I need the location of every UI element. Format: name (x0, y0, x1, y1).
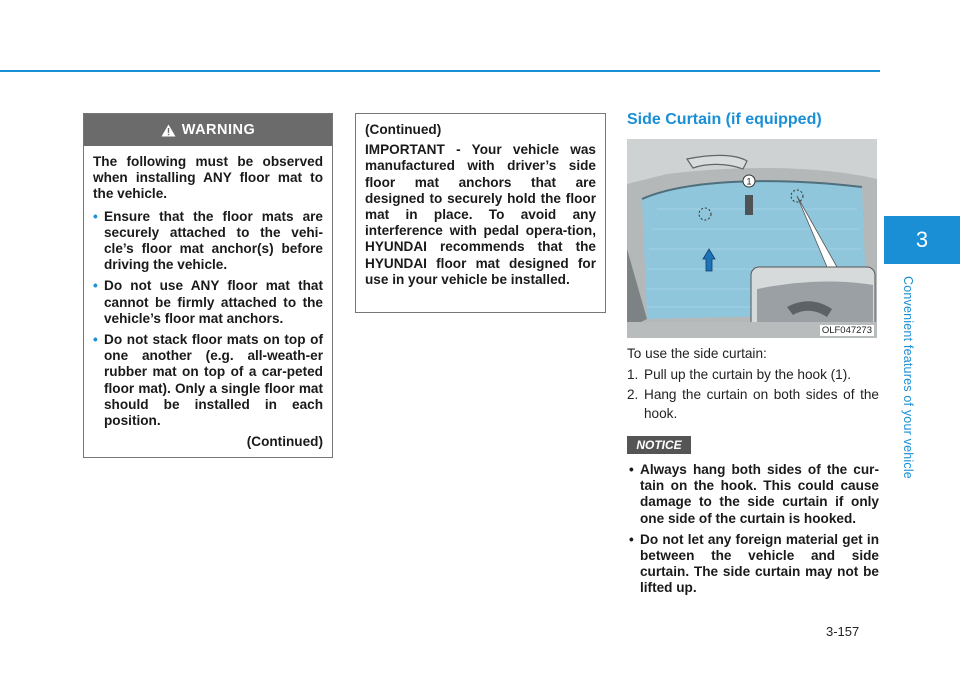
warning-intro: The following must be observed when installing ANY floor mat to the vehicle. (93, 154, 323, 202)
warning-title: WARNING (181, 122, 256, 138)
bullet-icon: • (629, 462, 634, 477)
warning-list (93, 209, 323, 430)
chapter-number: 3 (915, 227, 929, 252)
side-curtain-drawing (627, 139, 877, 338)
bullet-icon: • (93, 332, 98, 348)
instruction-step: 1. Pull up the curtain by the hook (1). (627, 366, 852, 382)
notice-badge: NOTICE (627, 436, 691, 454)
chapter-side-title (878, 276, 938, 496)
continued-heading: (Continued) (365, 122, 442, 137)
warning-bullet: • Do not stack floor mats on top of one another (e.g. all-weath-er rubber mat on top of a car-peted floor mat). Only a single floor mat should be installed in each position. (93, 332, 323, 429)
section-title: Side Curtain (if equipped) (627, 111, 822, 128)
warning-bullet: • Ensure that the floor mats are securely attached to the vehi-cle’s floor mat anchor(s) before driving the vehicle. (93, 208, 323, 273)
figure-callout: 1 (746, 176, 752, 187)
header-rule (0, 70, 880, 72)
bullet-icon: • (93, 278, 98, 294)
warning-bullet: • Do not use ANY floor mat that cannot be firmly attached to the vehicle’s floor mat anchors. (93, 278, 323, 326)
warning-box (83, 113, 333, 458)
notice-item: • Do not let any foreign material get in between the vehicle and side curtain. The side curtain may not be lifted up. (629, 531, 879, 596)
notice-item: • Always hang both sides of the cur-tain on the hook. This could cause damage to the side curtain if only one side of the curtain is hooked. (629, 462, 879, 526)
warning-continued: (Continued) (246, 434, 323, 450)
instructions-intro: To use the side curtain: (627, 346, 767, 361)
side-curtain-illustration (627, 139, 877, 338)
notice-list (627, 462, 879, 602)
bullet-icon: • (629, 531, 634, 547)
bullet-icon: • (93, 208, 98, 224)
figure-code: OLF047273 (821, 325, 872, 336)
chapter-title: Convenient features of your vehicle (901, 276, 915, 479)
instruction-step: 2. Hang the curtain on both sides of the hook. (627, 387, 879, 421)
instructions (627, 345, 879, 425)
page-number: 3-157 (826, 624, 860, 639)
continued-box (355, 113, 606, 313)
warning-header (84, 114, 332, 146)
warning-triangle-icon (161, 124, 176, 137)
continued-text: IMPORTANT - Your vehicle was manufactured with driver’s side floor mat anchors that are designed to securely hold the floor mat in place. To avoid any interference with pedal opera-tion, HYUNDAI recommends that the HYUNDAI floor mat designed for use in your vehicle be installed. (365, 142, 596, 287)
chapter-tab (884, 216, 960, 264)
